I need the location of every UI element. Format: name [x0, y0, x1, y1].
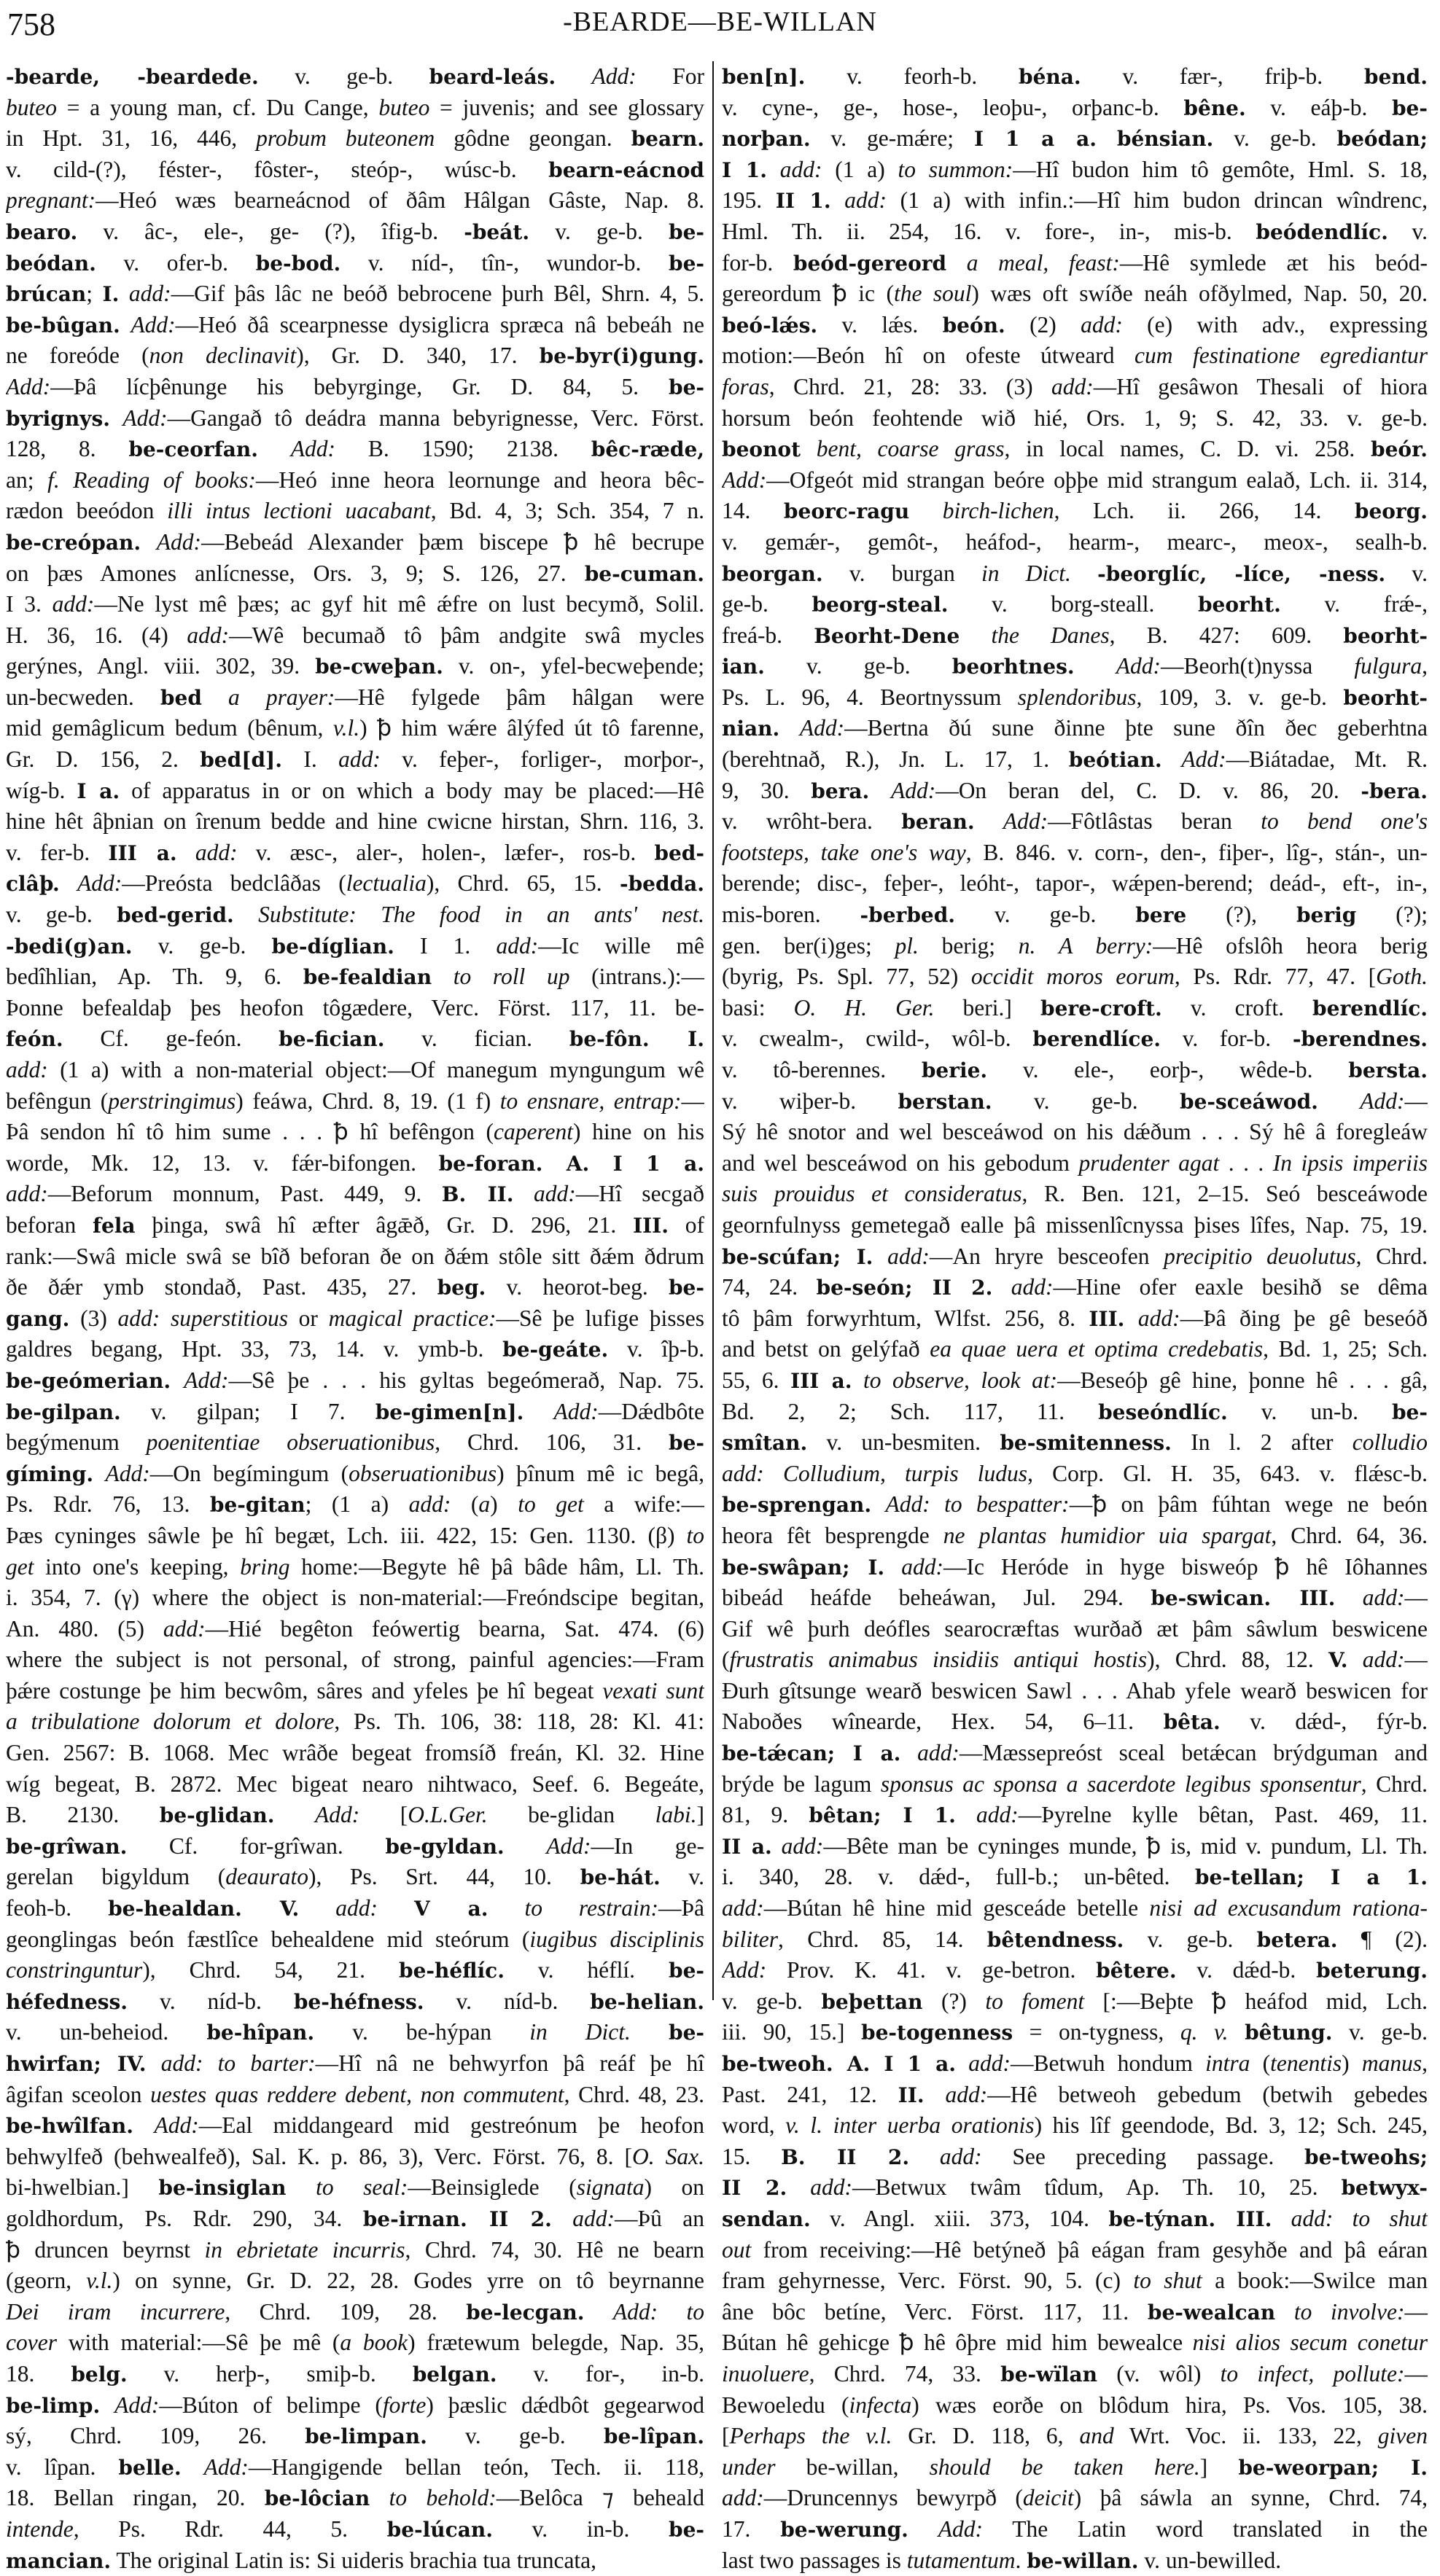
dictionary-line: for-b. beód-gereord a meal, feast:—Hê symlede æt his beód-: [722, 248, 1428, 279]
dictionary-line: gerelan bigyldum (deaurato), Ps. Srt. 44, 10. be-hát. v.: [6, 1862, 704, 1893]
left-column: [6, 61, 704, 2576]
dictionary-line: sendan. v. Angl. xiii. 373, 104. be-týnan. III. add: to shut: [722, 2204, 1428, 2235]
dictionary-line: in Hpt. 31, 16, 446, probum buteonem gôdne geongan. bearn.: [6, 123, 704, 155]
dictionary-line: brýde be lagum sponsus ac sponsa a sacerdote legibus sponsentur, Chrd.: [722, 1769, 1428, 1800]
dictionary-line: be-gilpan. v. gilpan; I 7. be-gimen[n]. Add:—Dǽdbôte: [6, 1397, 704, 1428]
dictionary-line: befêngun (perstringimus) feáwa, Chrd. 8, 19. (1 f) to ensnare, entrap:—: [6, 1086, 704, 1117]
dictionary-line: mancian. The original Latin is: Si uideris brachia tua truncata,: [6, 2545, 704, 2576]
dictionary-line: horsum beón feohtende wið hié, Ors. 1, 9; S. 42, 33. v. ge-b.: [722, 403, 1428, 434]
dictionary-line: beó-lǽs. v. lǽs. beón. (2) add: (e) with adv., expressing: [722, 310, 1428, 341]
dictionary-line: gen. ber(i)ges; pl. berig; n. A berry:—Hê ofslôh heora berig: [722, 931, 1428, 962]
dictionary-line: add:—Druncennys bewyrpð (deicit) þâ sáwla an synne, Chrd. 74,: [722, 2483, 1428, 2514]
dictionary-line: add:—Beforum monnum, Past. 449, 9. B. II. add:—Hî secgað: [6, 1179, 704, 1210]
dictionary-line: be-bûgan. Add:—Heó ðâ scearpnesse dysiglicra spræca nâ bebeáh ne: [6, 310, 704, 341]
dictionary-line: goldhordum, Ps. Rdr. 290, 34. be-irnan. II 2. add:—Þû an: [6, 2204, 704, 2235]
dictionary-line: galdres begang, Hpt. 33, 73, 14. v. ymb-b. be-geáte. v. îþ-b.: [6, 1334, 704, 1365]
dictionary-line: v. cyne-, ge-, hose-, leoþu-, orþanc-b. bêne. v. eáþ-b. be-: [722, 93, 1428, 124]
dictionary-line: rædon beeódon illi intus lectioni uacabant, Bd. 4, 3; Sch. 354, 7 n.: [6, 496, 704, 527]
dictionary-line: geornfulnyss gemetegað ealle þâ missenlîcnyssa þises lîfes, Nap. 75, 19.: [722, 1210, 1428, 1241]
dictionary-line: smîtan. v. un-besmiten. be-smitenness. In l. 2 after colludio: [722, 1427, 1428, 1459]
column-divider: [712, 61, 714, 2000]
dictionary-line: I 3. add:—Ne lyst mê þæs; ac gyf hit mê ǽfre on lust becymð, Solil.: [6, 589, 704, 620]
page-number: 758: [7, 6, 55, 43]
dictionary-line: âgifan sceolon uestes quas reddere debent, non commutent, Chrd. 48, 23.: [6, 2080, 704, 2111]
right-column: [722, 61, 1428, 2576]
dictionary-line: last two passages is tutamentum. be-willan. v. un-bewilled.: [722, 2545, 1428, 2576]
dictionary-line: an; f. Reading of books:—Heó inne heora leornunge and heora bêc-: [6, 465, 704, 496]
dictionary-line: Gr. D. 156, 2. bed[d]. I. add: v. feþer-, forliger-, morþor-,: [6, 744, 704, 776]
dictionary-line: be-hwîlfan. Add:—Eal middangeard mid gestreónum þe heofon: [6, 2110, 704, 2142]
dictionary-line: beforan fela þinga, swâ hî æfter âgǣð, Gr. D. 296, 21. III. of: [6, 1210, 704, 1241]
dictionary-line: tô þâm forwyrhtum, Wlfst. 256, 8. III. add:—Þâ ðing þe gê beseóð: [722, 1303, 1428, 1335]
dictionary-line: (frustratis animabus insidiis antiqui hostis), Chrd. 88, 12. V. add:—: [722, 1644, 1428, 1676]
dictionary-line: be-tǽcan; I a. add:—Mæssepreóst sceal betǽcan brýdguman and: [722, 1738, 1428, 1769]
dictionary-line: B. 2130. be-glidan. Add: [O.L.Ger. be-glidan labi.]: [6, 1800, 704, 1831]
dictionary-line: [Perhaps the v.l. Gr. D. 118, 6, and Wrt. Voc. ii. 133, 22, given: [722, 2421, 1428, 2452]
dictionary-line: Naboðes wînearde, Hex. 54, 6–11. bêta. v. dǽd-, fýr-b.: [722, 1706, 1428, 1738]
dictionary-line: v. un-beheiod. be-hîpan. v. be-hýpan in Dict. be-: [6, 2017, 704, 2048]
dictionary-line: be-creópan. Add:—Bebeád Alexander þæm biscepe ꝥ hê becrupe: [6, 527, 704, 558]
dictionary-line: iii. 90, 15.] be-togenness = on-tygness, q. v. bêtung. v. ge-b.: [722, 2017, 1428, 2048]
dictionary-line: basi: O. H. Ger. beri.] bere-croft. v. croft. berendlíc.: [722, 993, 1428, 1024]
dictionary-line: norþan. v. ge-mǽre; I 1 a a. bénsian. v. ge-b. beódan;: [722, 123, 1428, 155]
dictionary-line: ge-b. beorg-steal. v. borg-steall. beorht. v. frǽ-,: [722, 589, 1428, 620]
dictionary-line: Gen. 2567: B. 1068. Mec wrâðe begeat fromsíð freán, Kl. 32. Hine: [6, 1738, 704, 1769]
dictionary-line: be-geómerian. Add:—Sê þe . . . his gyltas begeómerað, Nap. 75.: [6, 1365, 704, 1397]
dictionary-line: geonglingas beón fæstlîce behealdene mid steórum (iugibus disciplinis: [6, 1924, 704, 1956]
dictionary-line: bedîhlian, Ap. Th. 9, 6. be-fealdian to roll up (intrans.):—: [6, 961, 704, 993]
dictionary-line: 128, 8. be-ceorfan. Add: B. 1590; 2138. bêc-ræde,: [6, 434, 704, 465]
dictionary-line: where the subject is not personal, of strong, painful agencies:—Fram: [6, 1644, 704, 1676]
dictionary-line: under be-willan, should be taken here.] be-weorpan; I.: [722, 2452, 1428, 2483]
dictionary-line: Add: Prov. K. 41. v. ge-betron. bêtere. v. dǽd-b. beterung.: [722, 1955, 1428, 1986]
dictionary-line: -bedi(g)an. v. ge-b. be-díglian. I 1. add:—Ic wille mê: [6, 931, 704, 962]
dictionary-line: ne foreóde (non declinavit), Gr. D. 340, 17. be-byr(i)gung.: [6, 340, 704, 372]
dictionary-line: and wel besceáwod on his gebodum prudenter agat . . . In ipsis imperiis: [722, 1148, 1428, 1179]
dictionary-line: v. wiþer-b. berstan. v. ge-b. be-sceáwod. Add:—: [722, 1086, 1428, 1117]
dictionary-line: II a. add:—Bête man be cyninges munde, ꝥ is, mid v. pundum, Ll. Th.: [722, 1831, 1428, 1862]
dictionary-line: v. fer-b. III a. add: v. æsc-, aler-, holen-, læfer-, ros-b. bed-: [6, 838, 704, 869]
dictionary-line: heora fêt besprengde ne plantas humidior uia spargat, Chrd. 64, 36.: [722, 1521, 1428, 1552]
dictionary-line: Bútan hê gehicge ꝥ hê ôþre mid him bewealce nisi alios secum conetur: [722, 2327, 1428, 2359]
dictionary-line: I 1. add: (1 a) to summon:—Hî budon him tô gemôte, Hml. S. 18,: [722, 155, 1428, 186]
dictionary-line: beódan. v. ofer-b. be-bod. v. níd-, tîn-, wundor-b. be-: [6, 248, 704, 279]
dictionary-line: v. wrôht-bera. beran. Add:—Fôtlâstas beran to bend one's: [722, 806, 1428, 838]
dictionary-line: and betst on gelýfað ea quae uera et optima credebatis, Bd. 1, 25; Sch.: [722, 1334, 1428, 1365]
dictionary-line: 15. B. II 2. add: See preceding passage. be-tweohs;: [722, 2142, 1428, 2173]
dictionary-line: Sý hê snotor and wel besceáwod on his dǽðum . . . Sý hê â foregleáw: [722, 1117, 1428, 1148]
dictionary-line: gíming. Add:—On begímingum (obseruationibus) þînum mê ic begâ,: [6, 1459, 704, 1490]
dictionary-line: ian. v. ge-b. beorhtnes. Add:—Beorh(t)nyssa fulgura,: [722, 651, 1428, 682]
dictionary-line: foras, Chrd. 21, 28: 33. (3) add:—Hî gesâwon Thesali of hiora: [722, 372, 1428, 403]
dictionary-line: Þonne befealdaþ þes heofon tôgædere, Verc. Först. 117, 11. be-: [6, 993, 704, 1024]
dictionary-line: Gif wê þurh deófles searocræftas wurðað æt þâm sâwlum beswicene: [722, 1614, 1428, 1645]
dictionary-line: get into one's keeping, bring home:—Begyte hê þâ bâde hâm, Ll. Th.: [6, 1552, 704, 1583]
dictionary-line: Dei iram incurrere, Chrd. 109, 28. be-lecgan. Add: to: [6, 2297, 704, 2328]
dictionary-line: 195. II 1. add: (1 a) with infin.:—Hî him budon drincan wîndrenc,: [722, 185, 1428, 216]
dictionary-line: âne bôc betíne, Verc. Först. 117, 11. be-wealcan to involve:—: [722, 2297, 1428, 2328]
dictionary-line: suis prouidus et consideratus, R. Ben. 121, 2–15. Seó besceáwode: [722, 1179, 1428, 1210]
dictionary-line: behwylfeð (behwealfeð), Sal. K. p. 86, 3), Verc. Först. 76, 8. [O. Sax.: [6, 2142, 704, 2173]
dictionary-line: footsteps, take one's way, B. 846. v. corn-, den-, fiþer-, lîg-, stán-, un-: [722, 838, 1428, 869]
dictionary-line: Past. 241, 12. II. add:—Hê betweoh gebedum (betwih gebedes: [722, 2080, 1428, 2111]
dictionary-line: a tribulatione dolorum et dolore, Ps. Th. 106, 38: 118, 28: Kl. 41:: [6, 1706, 704, 1738]
dictionary-line: þǽre costunge þe him becwôm, sâres and yfeles þe hî begeat vexati sunt: [6, 1676, 704, 1707]
dictionary-line: nian. Add:—Bertna ðú sune ðinne þte sune ðîn ðec geberhtna: [722, 713, 1428, 744]
dictionary-line: word, v. l. inter uerba orationis) his lîf geendode, Bd. 3, 12; Sch. 245,: [722, 2110, 1428, 2142]
dictionary-line: 55, 6. III a. to observe, look at:—Beseóþ gê hine, þonne hê . . . gâ,: [722, 1365, 1428, 1397]
dictionary-line: motion:—Beón hî on ofeste útweard cum festinatione egrediantur: [722, 340, 1428, 372]
dictionary-line: Bewoeledu (infecta) wæs eorðe on blôdum hira, Ps. Vos. 105, 38.: [722, 2390, 1428, 2421]
dictionary-line: v. gemǽr-, gemôt-, heáfod-, hearm-, mearc-, meox-, sealh-b.: [722, 527, 1428, 558]
dictionary-line: 18. Bellan ringan, 20. be-lôcian to behold:—Belôca ⁊ beheald: [6, 2483, 704, 2514]
dictionary-line: fram gehyrnesse, Verc. Först. 90, 5. (c) to shut a book:—Swilce man: [722, 2265, 1428, 2297]
dictionary-line: v. cwealm-, cwild-, wôl-b. berendlíce. v. for-b. -berendnes.: [722, 1023, 1428, 1055]
dictionary-line: hine hêt âþnian on îrenum bedde and hine cwicne hirstan, Shrn. 116, 3.: [6, 806, 704, 838]
dictionary-line: be-scúfan; I. add:—An hryre besceofen precipitio deuolutus, Chrd.: [722, 1241, 1428, 1273]
dictionary-line: be-swâpan; I. add:—Ic Heróde in hyge bisweóp ꝥ hê Iôhannes: [722, 1552, 1428, 1583]
dictionary-line: bibeád heáfde beheáwan, Jul. 294. be-swican. III. add:—: [722, 1582, 1428, 1614]
dictionary-line: out from receiving:—Hê betýneð þâ eágan fram gesyhðe and þâ eáran: [722, 2235, 1428, 2266]
dictionary-line: be-tweoh. A. I 1 a. add:—Betwuh hondum intra (tenentis) manus,: [722, 2048, 1428, 2080]
dictionary-line: ꝥ druncen beyrnst in ebrietate incurris, Chrd. 74, 30. Hê ne bearn: [6, 2235, 704, 2266]
dictionary-line: feón. Cf. ge-feón. be-fician. v. fician. be-fôn. I.: [6, 1023, 704, 1055]
dictionary-line: II 2. add:—Betwux twâm tîdum, Ap. Th. 10, 25. betwyx-: [722, 2172, 1428, 2204]
dictionary-line: Ðurh gîtsunge wearð beswicen Sawl . . . Ahab yfele wearð beswicen for: [722, 1676, 1428, 1707]
dictionary-line: ben[n]. v. feorh-b. béna. v. fær-, friþ-b. bend.: [722, 61, 1428, 93]
dictionary-line: Add:—Ofgeót mid strangan beóre oþþe mid strangum ealað, Lch. ii. 314,: [722, 465, 1428, 496]
dictionary-line: mid gemâglicum bedum (bênum, v.l.) ꝥ him wǽre âlýfed út tô farenne,: [6, 713, 704, 744]
dictionary-line: add: Colludium, turpis ludus, Corp. Gl. H. 35, 643. v. flǽsc-b.: [722, 1459, 1428, 1490]
dictionary-line: -bearde, -beardede. v. ge-b. beard-leás. Add: For: [6, 61, 704, 93]
dictionary-line: v. ge-b. beþettan (?) to foment [:—Beþte ꝥ heáfod mid, Lch.: [722, 1986, 1428, 2018]
dictionary-line: buteo = a young man, cf. Du Cange, buteo = juvenis; and see glossary: [6, 93, 704, 124]
dictionary-line: (georn, v.l.) on synne, Gr. D. 22, 28. Godes yrre on tô beyrnanne: [6, 2265, 704, 2297]
dictionary-line: 18. belg. v. herþ-, smiþ-b. belgan. v. for-, in-b.: [6, 2359, 704, 2390]
dictionary-line: hwirfan; IV. add: to barter:—Hî nâ ne behwyrfon þâ reáf þe hî: [6, 2048, 704, 2080]
dictionary-line: 9, 30. bera. Add:—On beran del, C. D. v. 86, 20. -bera.: [722, 776, 1428, 807]
dictionary-line: be-limp. Add:—Búton of belimpe (forte) þæslic dǽdbôt gegearwod: [6, 2390, 704, 2421]
dictionary-line: intende, Ps. Rdr. 44, 5. be-lúcan. v. in-b. be-: [6, 2514, 704, 2545]
dictionary-line: add:—Bútan hê hine mid gesceáde betelle nisi ad excusandum rationa-: [722, 1893, 1428, 1924]
dictionary-line: beorgan. v. burgan in Dict. -beorglíc, -líce, -ness. v.: [722, 558, 1428, 590]
dictionary-line: constringuntur), Chrd. 54, 21. be-héflíc. v. héflí. be-: [6, 1955, 704, 1986]
dictionary-line: Hml. Th. ii. 254, 16. v. fore-, in-, mis-b. beódendlíc. v.: [722, 216, 1428, 248]
dictionary-line: H. 36, 16. (4) add:—Wê becumað tô þâm andgite swâ mycles: [6, 620, 704, 652]
dictionary-line: Þâ sendon hî tô him sume . . . ꝥ hî befêngon (caperent) hine on his: [6, 1117, 704, 1148]
dictionary-line: be-grîwan. Cf. for-grîwan. be-gyldan. Add:—In ge-: [6, 1831, 704, 1862]
dictionary-line: be-sprengan. Add: to bespatter:—ꝥ on þâm fúhtan wege ne beón: [722, 1489, 1428, 1521]
dictionary-line: Þæs cyninges sâwle þe hî begæt, Lch. iii. 422, 15: Gen. 1130. (β) to: [6, 1521, 704, 1552]
dictionary-line: clâþ. Add:—Preósta bedclâðas (lectualia), Chrd. 65, 15. -bedda.: [6, 868, 704, 899]
dictionary-line: wíg begeat, B. 2872. Mec bigeat nearo nihtwaco, Seef. 6. Begeáte,: [6, 1769, 704, 1800]
dictionary-line: gereordum ꝥ ic (the soul) wæs oft swíðe neáh ofðylmed, Nap. 50, 20.: [722, 278, 1428, 310]
dictionary-line: biliter, Chrd. 85, 14. bêtendness. v. ge-b. betera. ¶ (2).: [722, 1924, 1428, 1956]
running-title: -BEARDE—BE-WILLAN: [0, 6, 1440, 38]
dictionary-line: berende; disc-, feþer-, leóht-, tapor-, wǽpen-berend; deád-, eft-, in-,: [722, 868, 1428, 899]
dictionary-line: feoh-b. be-healdan. V. add: V a. to restrain:—Þâ: [6, 1893, 704, 1924]
dictionary-line: 74, 24. be-seón; II 2. add:—Hine ofer eaxle besihð se dêma: [722, 1272, 1428, 1303]
dictionary-line: bi-hwelbian.] be-insiglan to seal:—Beinsiglede (signata) on: [6, 2172, 704, 2204]
dictionary-line: add: (1 a) with a non-material object:—Of manegum myngungum wê: [6, 1055, 704, 1086]
dictionary-line: mis-boren. -berbed. v. ge-b. bere (?), berig (?);: [722, 899, 1428, 931]
dictionary-line: 81, 9. bêtan; I 1. add:—Þyrelne kylle bêtan, Past. 469, 11.: [722, 1800, 1428, 1831]
dictionary-line: i. 340, 28. v. dǽd-, full-b.; un-bêted. be-tellan; I a 1.: [722, 1862, 1428, 1893]
dictionary-line: (byrig, Ps. Spl. 77, 52) occidit moros eorum, Ps. Rdr. 77, 47. [Goth.: [722, 961, 1428, 993]
dictionary-line: Ps. Rdr. 76, 13. be-gitan; (1 a) add: (a) to get a wife:—: [6, 1489, 704, 1521]
dictionary-line: freá-b. Beorht-Dene the Danes, B. 427: 609. beorht-: [722, 620, 1428, 652]
dictionary-line: v. lîpan. belle. Add:—Hangigende bellan teón, Tech. ii. 118,: [6, 2452, 704, 2483]
dictionary-line: brúcan; I. add:—Gif þâs lâc ne beóð bebrocene þurh Bêl, Shrn. 4, 5.: [6, 278, 704, 310]
dictionary-line: sý, Chrd. 109, 26. be-limpan. v. ge-b. be-lîpan.: [6, 2421, 704, 2452]
dictionary-line: un-becweden. bed a prayer:—Hê fylgede þâm hâlgan were: [6, 682, 704, 714]
dictionary-line: 17. be-werung. Add: The Latin word translated in the: [722, 2514, 1428, 2545]
dictionary-line: beonot bent, coarse grass, in local names, C. D. vi. 258. beór.: [722, 434, 1428, 465]
dictionary-line: on þæs Amones anlícnesse, Ors. 3, 9; S. 126, 27. be-cuman.: [6, 558, 704, 590]
dictionary-line: rank:—Swâ micle swâ se bîð beforan ðe on ðǽm stôle sitt ðǽm ðdrum: [6, 1241, 704, 1273]
dictionary-line: byrignys. Add:—Gangað tô deádra manna bebyrignesse, Verc. Först.: [6, 403, 704, 434]
dictionary-line: ðe ðǽr ymb stondað, Past. 435, 27. beg. v. heorot-beg. be-: [6, 1272, 704, 1303]
dictionary-line: begýmenum poenitentiae obseruationibus, Chrd. 106, 31. be-: [6, 1427, 704, 1459]
dictionary-line: v. cild-(?), féster-, fôster-, steóp-, wúsc-b. bearn-eácnod: [6, 155, 704, 186]
dictionary-line: 14. beorc-ragu birch-lichen, Lch. ii. 266, 14. beorg.: [722, 496, 1428, 527]
dictionary-line: héfedness. v. níd-b. be-héfness. v. níd-b. be-helian.: [6, 1986, 704, 2018]
dictionary-line: cover with material:—Sê þe mê (a book) frætewum belegde, Nap. 35,: [6, 2327, 704, 2359]
dictionary-line: inuoluere, Chrd. 74, 33. be-wïlan (v. wôl) to infect, pollute:—: [722, 2359, 1428, 2390]
dictionary-line: i. 354, 7. (γ) where the object is non-material:—Freóndscipe begitan,: [6, 1582, 704, 1614]
dictionary-line: gerýnes, Angl. viii. 302, 39. be-cweþan. v. on-, yfel-becweþende;: [6, 651, 704, 682]
dictionary-line: An. 480. (5) add:—Hié begêton feówertig bearna, Sat. 474. (6): [6, 1614, 704, 1645]
dictionary-line: wíg-b. I a. of apparatus in or on which a body may be placed:—Hê: [6, 776, 704, 807]
dictionary-line: Ps. L. 96, 4. Beortnyssum splendoribus, 109, 3. v. ge-b. beorht-: [722, 682, 1428, 714]
dictionary-line: pregnant:—Heó wæs bearneácnod of ðâm Hâlgan Gâste, Nap. 8.: [6, 185, 704, 216]
dictionary-line: worde, Mk. 12, 13. v. fǽr-bifongen. be-foran. A. I 1 a.: [6, 1148, 704, 1179]
dictionary-line: Bd. 2, 2; Sch. 117, 11. beseóndlíc. v. un-b. be-: [722, 1397, 1428, 1428]
dictionary-line: v. ge-b. bed-gerid. Substitute: The food in an ants' nest.: [6, 899, 704, 931]
dictionary-line: v. tô-berennes. berie. v. ele-, eorþ-, wêde-b. bersta.: [722, 1055, 1428, 1086]
dictionary-line: Add:—Þâ lícþênunge his bebyrginge, Gr. D. 84, 5. be-: [6, 372, 704, 403]
dictionary-line: gang. (3) add: superstitious or magical practice:—Sê þe lufige þisses: [6, 1303, 704, 1335]
dictionary-line: (berehtnað, R.), Jn. L. 17, 1. beótian. Add:—Biátadae, Mt. R.: [722, 744, 1428, 776]
dictionary-line: bearo. v. âc-, ele-, ge- (?), îfig-b. -beát. v. ge-b. be-: [6, 216, 704, 248]
